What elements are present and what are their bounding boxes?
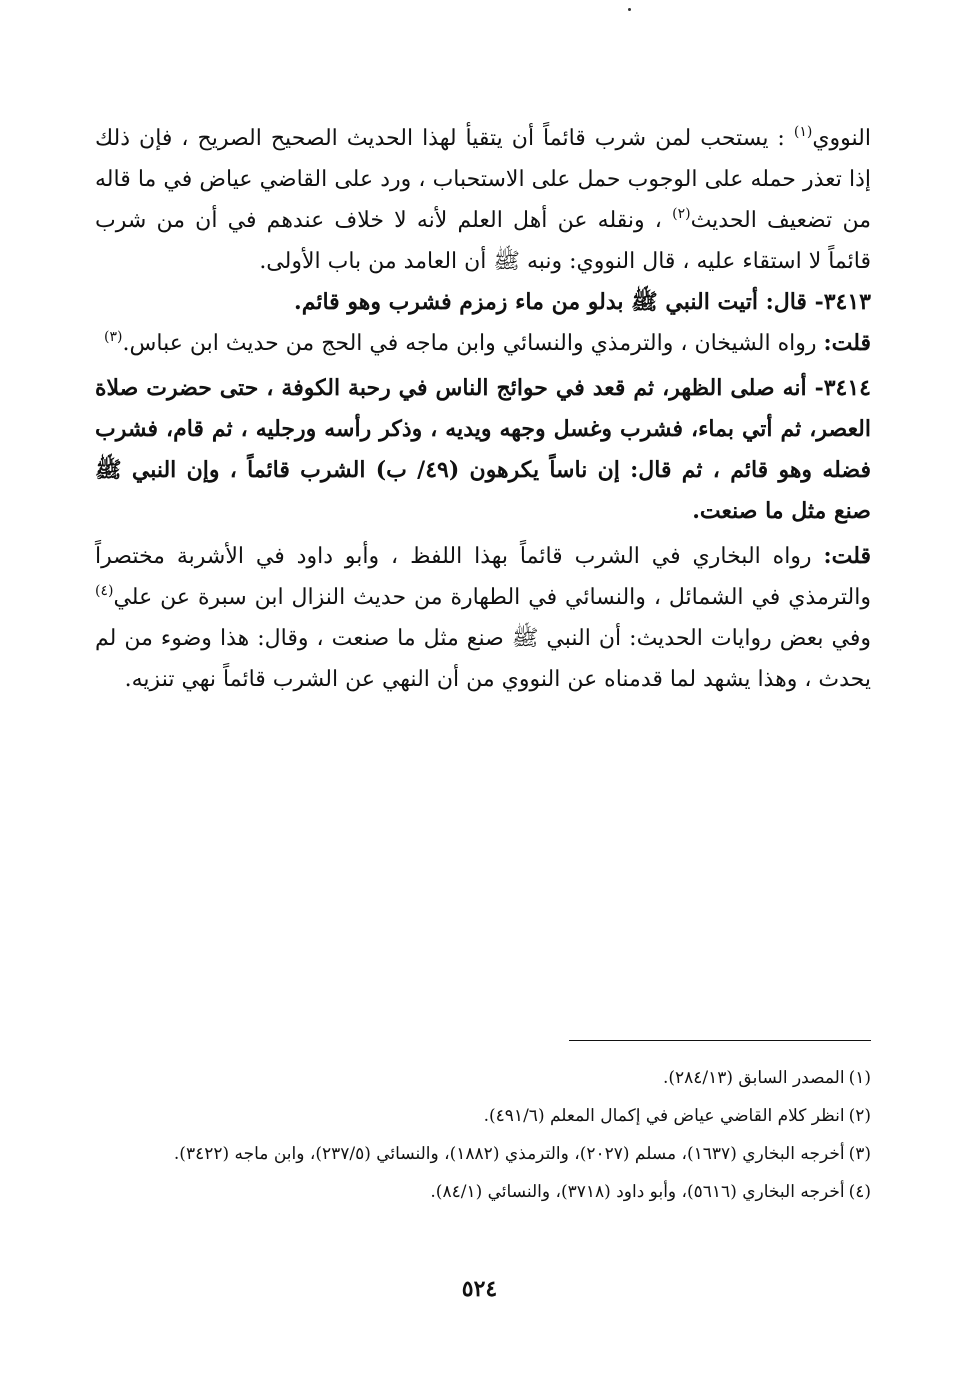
footnote-ref-4[interactable]: (٤): [95, 583, 114, 599]
qult-label: قلت:: [823, 543, 872, 569]
comment-3414-text2: وفي بعض روايات الحديث: أن النبي ﷺ صنع مثل ما صنعت ، وقال: هذا وضوء من لم يحدث ، وهذا يشهد لما قدمناه عن النووي من أن النهي عن الشرب قائماً نهي تنزيه.: [95, 626, 871, 692]
paragraph-nawawi: [95, 118, 871, 282]
comment-3414: [95, 536, 871, 700]
footnote-text: المصدر السابق (٢٨٤/١٣).: [662, 1068, 845, 1088]
footnote-divider: [569, 1040, 871, 1041]
p1-rest: : يستحب لمن شرب قائماً أن يتقيأ لهذا الحديث الصحيح الصريح ، فإن ذلك إذا تعذر حمله على الوجوب حمل على الاستحباب ، ورد على القاضي عياض في ما قاله من تضعيف الحديث: [95, 126, 871, 233]
comment-3413-text: رواه الشيخان ، والترمذي والنسائي وابن ماجه في الحج من حديث ابن عباس.: [122, 331, 817, 356]
footnote-number: (٤): [848, 1182, 871, 1202]
page-number: ٥٢٤: [461, 1276, 498, 1302]
footnote-2: [95, 1103, 871, 1129]
footnote-3: [95, 1141, 871, 1167]
comment-3414-text1: رواه البخاري في الشرب قائماً بهذا اللفظ ، وأبو داود في الأشربة مختصراً والترمذي في الشمائل ، والنسائي في الطهارة من حديث النزال ابن سبرة عن علي: [95, 544, 871, 610]
hadith-3413: ٣٤١٣- قال: أتيت النبي ﷺ بدلو من ماء زمزم فشرب وهو قائم.: [294, 289, 871, 315]
footnote-ref-3[interactable]: (٣): [104, 329, 123, 345]
footnote-text: أخرجه البخاري (٥٦١٦)، وأبو داود (٣٧١٨)، والنسائي (٨٤/١).: [430, 1182, 845, 1202]
comment-3413: [95, 323, 871, 364]
p1-start: النووي: [812, 126, 871, 151]
scan-mark: [628, 8, 631, 11]
footnote-1: [95, 1065, 871, 1091]
footnote-text: أخرجه البخاري (١٦٣٧)، مسلم (٢٠٢٧)، والترمذي (١٨٨٢)، والنسائي (٢٣٧/٥)، وابن ماجه (٣٤٢٢).: [173, 1144, 845, 1164]
qult-label: قلت:: [823, 330, 871, 356]
footnote-ref-1[interactable]: (١): [793, 124, 813, 140]
footnote-4: [95, 1179, 871, 1205]
p1-end: ، ونقله عن أهل العلم لأنه لا خلاف عندهم في أن من شرب قائماً لا استقاء عليه ، قال النووي: ونبه ﷺ أن العامد من باب الأولى.: [95, 208, 871, 274]
footnote-number: (٢): [848, 1106, 871, 1126]
main-text: [95, 118, 871, 700]
footnote-text: انظر كلام القاضي عياض في إكمال المعلم (٤٩١/٦).: [483, 1106, 845, 1126]
hadith-3414: ٣٤١٤- أنه صلى الظهر، ثم قعد في حوائج الناس في رحبة الكوفة ، حتى حضرت صلاة العصر، ثم أتي بماء، فشرب وغسل وجهه ويديه ، وذكر رأسه ورجليه ، ثم قام، فشرب فضله وهو قائم ، ثم قال: إن ناساً يكرهون (٤٩/ ب) الشرب قائماً ، وإن النبي ﷺ صنع مثل ما صنعت.: [95, 375, 872, 524]
footnote-number: (١): [848, 1068, 871, 1088]
footnotes: [95, 1040, 871, 1217]
footnote-number: (٣): [848, 1144, 871, 1164]
footnote-ref-2[interactable]: (٢): [672, 206, 691, 222]
